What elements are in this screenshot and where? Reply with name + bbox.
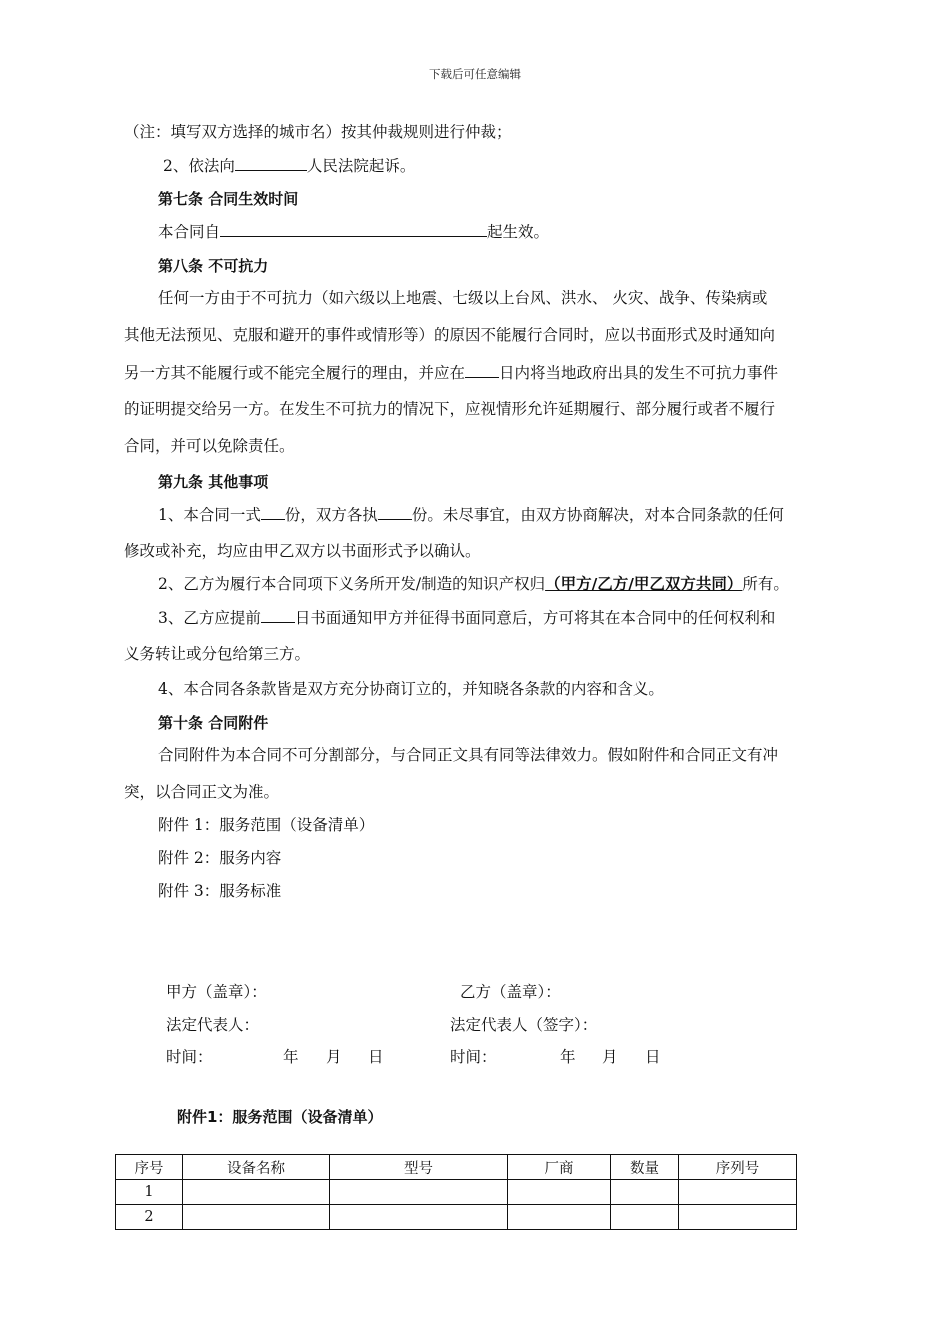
col-device-name: 设备名称 xyxy=(183,1155,330,1180)
art9-item-1-cont: 修改或补充，均应由甲乙双方以书面形式予以确认。 xyxy=(124,542,481,560)
col-manufacturer: 厂商 xyxy=(508,1155,611,1180)
art9-item-2-c: 所有。 xyxy=(742,575,789,593)
art10-line-2: 突，以合同正文为准。 xyxy=(124,783,280,801)
row-1-manufacturer[interactable] xyxy=(508,1180,611,1205)
copies-blank[interactable] xyxy=(261,504,285,520)
row-2-model[interactable] xyxy=(330,1205,508,1230)
col-index: 序号 xyxy=(116,1155,183,1180)
court-blank[interactable] xyxy=(235,155,307,171)
attachment-1: 附件 1：服务范围（设备清单） xyxy=(158,816,375,834)
art7-prefix: 本合同自 xyxy=(158,223,221,241)
party-a-year: 年 xyxy=(283,1048,299,1066)
party-a-month: 月 xyxy=(326,1048,342,1066)
row-2-serial[interactable] xyxy=(679,1205,797,1230)
row-2-device-name[interactable] xyxy=(183,1205,330,1230)
ip-owner-options[interactable]: （甲方/乙方/甲乙双方共同） xyxy=(545,575,743,593)
effective-date-blank[interactable] xyxy=(220,221,487,237)
row-1-quantity[interactable] xyxy=(611,1180,679,1205)
art9-item-1-c: 份。未尽事宜，由双方协商解决，对本合同条款的任何 xyxy=(411,506,784,524)
arbitration-note: （注：填写双方选择的城市名）按其仲裁规则进行仲裁； xyxy=(124,123,512,141)
row-2-manufacturer[interactable] xyxy=(508,1205,611,1230)
party-b-rep: 法定代表人（签字）： xyxy=(450,1016,598,1034)
art8-line-3-suffix: 日内将当地政府出具的发生不可抗力事件 xyxy=(499,364,779,382)
art9-item-1-a: 1、本合同一式 xyxy=(158,506,261,524)
art8-title: 第八条 不可抗力 xyxy=(158,257,269,275)
party-a-day: 日 xyxy=(368,1048,384,1066)
art9-item-4: 4、本合同各条款皆是双方充分协商订立的，并知晓各条款的内容和含义。 xyxy=(158,680,664,698)
attachment-2: 附件 2：服务内容 xyxy=(158,849,282,867)
art8-line-3 xyxy=(124,362,778,383)
row-1-index: 1 xyxy=(116,1180,183,1205)
art9-item-2-a: 2、乙方为履行本合同项下义务所开发/制造的知识产权归 xyxy=(158,575,546,593)
party-b-seal: 乙方（盖章）： xyxy=(460,983,561,1001)
art8-line-3-prefix: 另一方其不能履行或不能完全履行的理由，并应在 xyxy=(124,364,466,382)
art8-line-4: 的证明提交给另一方。在发生不可抗力的情况下，应视情形允许延期履行、部分履行或者不履行 xyxy=(124,400,776,418)
table-row xyxy=(116,1205,797,1230)
art9-item-1 xyxy=(158,504,784,525)
art9-item-1-b: 份，双方各执 xyxy=(284,506,378,524)
art9-item-2 xyxy=(158,574,789,594)
party-b-day: 日 xyxy=(645,1048,661,1066)
party-a-rep: 法定代表人： xyxy=(166,1016,260,1034)
art9-item-3-cont: 义务转让或分包给第三方。 xyxy=(124,645,311,663)
party-a-time-label: 时间： xyxy=(166,1048,213,1066)
table-row xyxy=(116,1180,797,1205)
col-model: 型号 xyxy=(330,1155,508,1180)
row-1-serial[interactable] xyxy=(679,1180,797,1205)
art8-line-5: 合同，并可以免除责任。 xyxy=(124,437,295,455)
art8-line-2: 其他无法预见、克服和避开的事件或情形等）的原因不能履行合同时，应以书面形式及时通知向 xyxy=(124,326,776,344)
art9-item-3 xyxy=(158,607,775,628)
row-2-index: 2 xyxy=(116,1205,183,1230)
attachment-3: 附件 3：服务标准 xyxy=(158,882,282,900)
art10-title: 第十条 合同附件 xyxy=(158,714,269,732)
notice-days-blank[interactable] xyxy=(465,362,499,378)
col-quantity: 数量 xyxy=(611,1155,679,1180)
copies-each-blank[interactable] xyxy=(378,504,412,520)
row-2-quantity[interactable] xyxy=(611,1205,679,1230)
art9-item-3-a: 3、乙方应提前 xyxy=(158,609,261,627)
appendix1-title: 附件1：服务范围（设备清单） xyxy=(177,1108,383,1126)
court-line xyxy=(163,155,415,176)
court-line-suffix: 人民法院起诉。 xyxy=(306,157,416,175)
court-line-prefix: 2、依法向 xyxy=(163,157,235,175)
art9-item-3-b: 日书面通知甲方并征得书面同意后，方可将其在本合同中的任何权利和 xyxy=(294,609,776,627)
page-header: 下载后可任意编辑 xyxy=(429,67,521,81)
art8-line-1: 任何一方由于不可抗力（如六级以上地震、七级以上台风、洪水、 火灾、战争、传染病或 xyxy=(158,289,768,307)
row-1-model[interactable] xyxy=(330,1180,508,1205)
art7-text xyxy=(158,221,549,242)
art7-title: 第七条 合同生效时间 xyxy=(158,190,299,208)
table-header-row xyxy=(116,1155,797,1180)
art10-line-1: 合同附件为本合同不可分割部分，与合同正文具有同等法律效力。假如附件和合同正文有冲 xyxy=(158,746,779,764)
equipment-table xyxy=(115,1154,797,1230)
art7-suffix: 起生效。 xyxy=(487,223,550,241)
art9-title: 第九条 其他事项 xyxy=(158,473,269,491)
party-a-seal: 甲方（盖章）： xyxy=(166,983,267,1001)
row-1-device-name[interactable] xyxy=(183,1180,330,1205)
party-b-time-label: 时间： xyxy=(450,1048,497,1066)
advance-days-blank[interactable] xyxy=(261,607,295,623)
party-b-year: 年 xyxy=(560,1048,576,1066)
party-b-month: 月 xyxy=(602,1048,618,1066)
col-serial: 序列号 xyxy=(679,1155,797,1180)
